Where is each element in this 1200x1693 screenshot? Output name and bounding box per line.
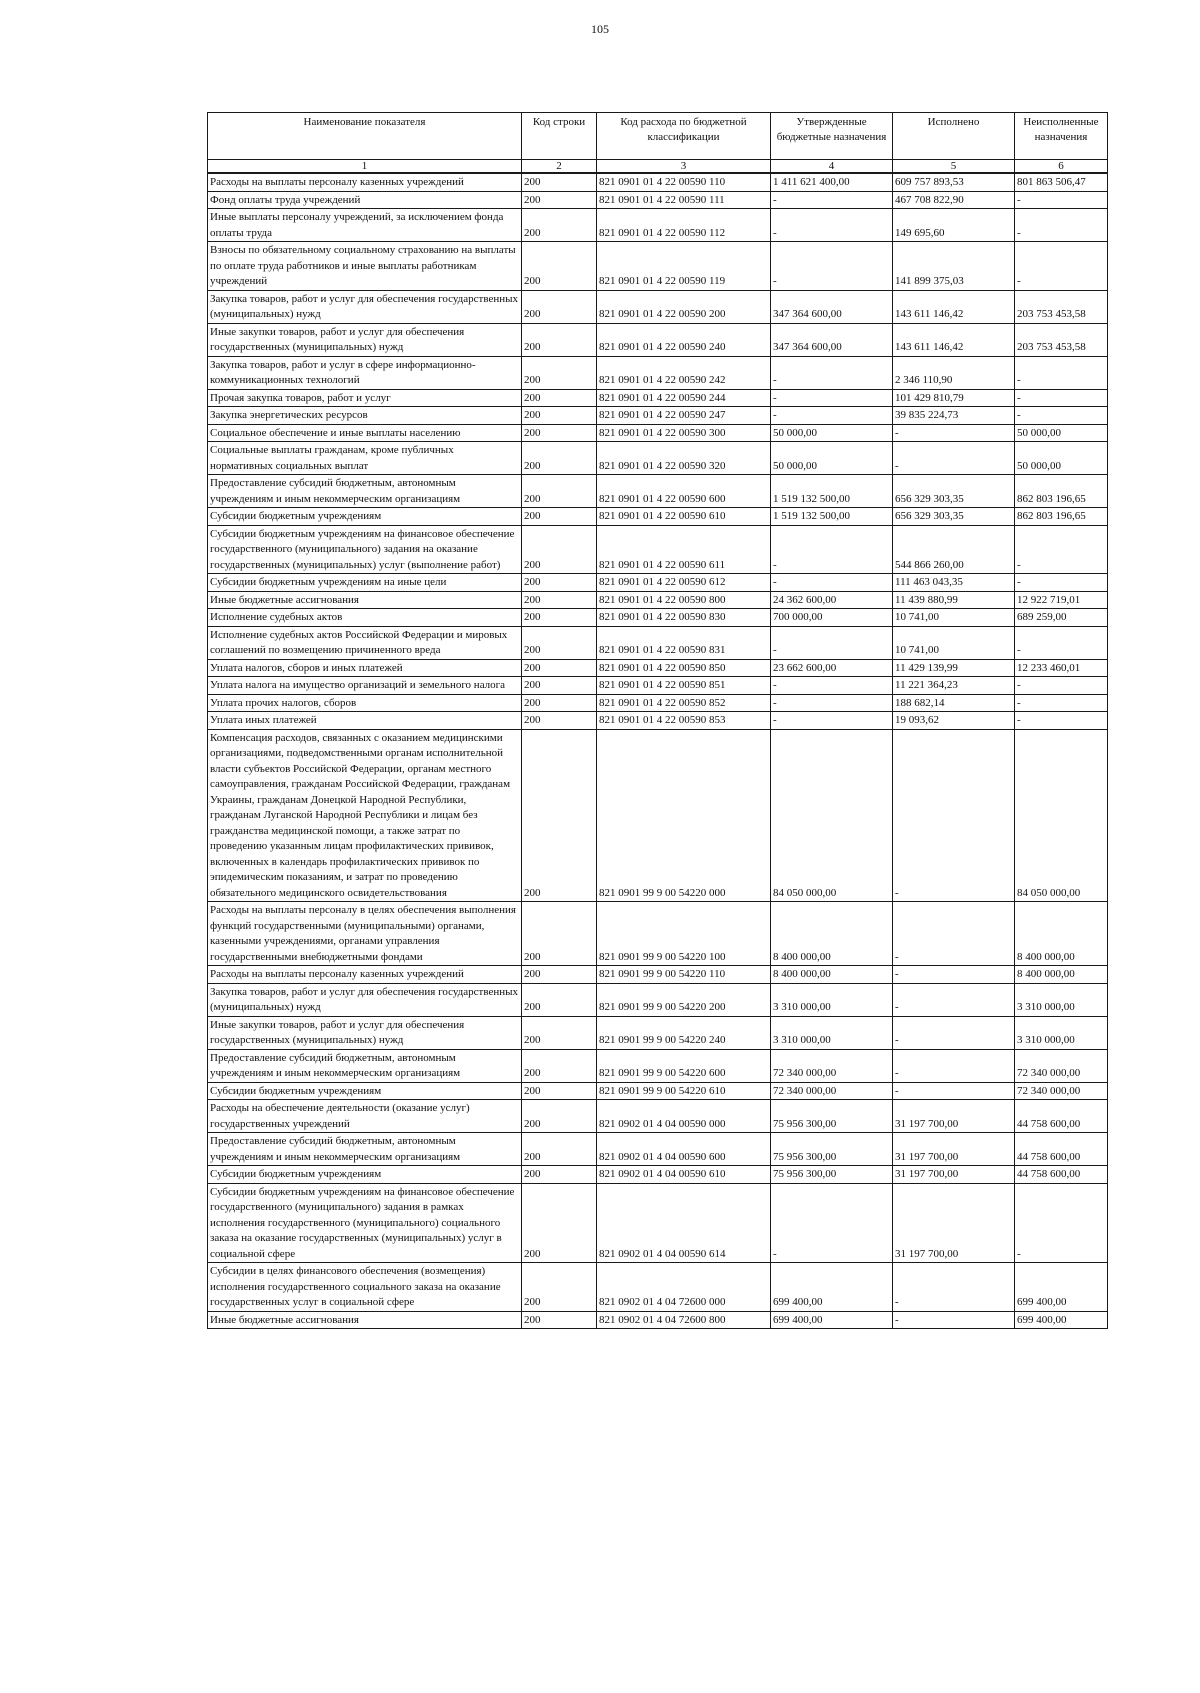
cell-budget-code: 821 0901 99 9 00 54220 110 [597, 966, 771, 984]
column-number: 1 [208, 160, 522, 174]
cell-approved-amount: 75 956 300,00 [771, 1133, 893, 1166]
cell-budget-code: 821 0901 99 9 00 54220 610 [597, 1082, 771, 1100]
table-body [208, 173, 1108, 1329]
cell-executed-amount: - [893, 902, 1015, 966]
cell-executed-amount: - [893, 442, 1015, 475]
cell-unexecuted-amount: - [1015, 677, 1108, 695]
cell-indicator-name: Иные бюджетные ассигнования [208, 591, 522, 609]
table-row [208, 1183, 1108, 1263]
cell-indicator-name: Расходы на выплаты персоналу казенных учреждений [208, 173, 522, 191]
cell-approved-amount: 1 411 621 400,00 [771, 173, 893, 191]
cell-line-code: 200 [522, 1263, 597, 1312]
cell-approved-amount: 347 364 600,00 [771, 290, 893, 323]
cell-executed-amount: - [893, 1311, 1015, 1329]
cell-unexecuted-amount: 44 758 600,00 [1015, 1100, 1108, 1133]
cell-approved-amount: - [771, 407, 893, 425]
cell-unexecuted-amount: 689 259,00 [1015, 609, 1108, 627]
cell-line-code: 200 [522, 729, 597, 902]
table-row [208, 442, 1108, 475]
cell-indicator-name: Взносы по обязательному социальному страхованию на выплаты по оплате труда работников и иные выплаты работникам учреждений [208, 242, 522, 291]
table-row [208, 712, 1108, 730]
cell-executed-amount: 467 708 822,90 [893, 191, 1015, 209]
cell-executed-amount: 609 757 893,53 [893, 173, 1015, 191]
cell-unexecuted-amount: 3 310 000,00 [1015, 1016, 1108, 1049]
cell-budget-code: 821 0901 01 4 22 00590 112 [597, 209, 771, 242]
cell-approved-amount: 75 956 300,00 [771, 1166, 893, 1184]
cell-line-code: 200 [522, 191, 597, 209]
cell-unexecuted-amount: 72 340 000,00 [1015, 1049, 1108, 1082]
column-number: 6 [1015, 160, 1108, 174]
cell-unexecuted-amount: 50 000,00 [1015, 442, 1108, 475]
table-row [208, 191, 1108, 209]
cell-budget-code: 821 0901 99 9 00 54220 000 [597, 729, 771, 902]
table-row [208, 407, 1108, 425]
cell-unexecuted-amount: 50 000,00 [1015, 424, 1108, 442]
cell-executed-amount: 11 429 139,99 [893, 659, 1015, 677]
cell-budget-code: 821 0902 01 4 04 00590 000 [597, 1100, 771, 1133]
cell-approved-amount: 1 519 132 500,00 [771, 508, 893, 526]
cell-unexecuted-amount: 862 803 196,65 [1015, 508, 1108, 526]
cell-executed-amount: 188 682,14 [893, 694, 1015, 712]
cell-approved-amount: 23 662 600,00 [771, 659, 893, 677]
cell-indicator-name: Компенсация расходов, связанных с оказанием медицинскими организациями, подведомственными органам исполнительной власти субъектов Российской Федерации, органам местного самоуправления, гражданам Российской Федерации, гражданам Украины, гражданам Донецкой Народной Республики, гражданам Луганской Народной Республики и лицам без гражданства медицинской помощи, а также затрат по проведению указанным лицам профилактических прививок, включенных в календарь профилактических прививок по эпидемическим показаниям, и затрат по проведению обязательного медицинского освидетельствования [208, 729, 522, 902]
cell-budget-code: 821 0901 01 4 22 00590 612 [597, 574, 771, 592]
cell-executed-amount: 143 611 146,42 [893, 323, 1015, 356]
cell-indicator-name: Социальные выплаты гражданам, кроме публичных нормативных социальных выплат [208, 442, 522, 475]
cell-line-code: 200 [522, 1166, 597, 1184]
cell-executed-amount: 111 463 043,35 [893, 574, 1015, 592]
cell-line-code: 200 [522, 677, 597, 695]
cell-executed-amount: 10 741,00 [893, 626, 1015, 659]
cell-unexecuted-amount: - [1015, 407, 1108, 425]
cell-executed-amount: 31 197 700,00 [893, 1183, 1015, 1263]
cell-executed-amount: 19 093,62 [893, 712, 1015, 730]
cell-unexecuted-amount: 8 400 000,00 [1015, 966, 1108, 984]
cell-budget-code: 821 0901 01 4 22 00590 850 [597, 659, 771, 677]
table-row [208, 290, 1108, 323]
cell-executed-amount: 141 899 375,03 [893, 242, 1015, 291]
table-row [208, 525, 1108, 574]
cell-indicator-name: Исполнение судебных актов Российской Федерации и мировых соглашений по возмещению причиненного вреда [208, 626, 522, 659]
cell-line-code: 200 [522, 1133, 597, 1166]
cell-executed-amount: 656 329 303,35 [893, 508, 1015, 526]
cell-indicator-name: Предоставление субсидий бюджетным, автономным учреждениям и иным некоммерческим организациям [208, 1049, 522, 1082]
cell-executed-amount: - [893, 1263, 1015, 1312]
column-number: 3 [597, 160, 771, 174]
cell-unexecuted-amount: - [1015, 209, 1108, 242]
table-row [208, 1311, 1108, 1329]
table-row [208, 173, 1108, 191]
table-row [208, 574, 1108, 592]
column-number-row [208, 160, 1108, 174]
cell-indicator-name: Субсидии бюджетным учреждениям на финансовое обеспечение государственного (муниципального) задания на оказание государственных (муниципальных) услуг (выполнение работ) [208, 525, 522, 574]
table-row [208, 626, 1108, 659]
cell-line-code: 200 [522, 508, 597, 526]
table-row [208, 1263, 1108, 1312]
cell-executed-amount: 656 329 303,35 [893, 475, 1015, 508]
cell-unexecuted-amount: 699 400,00 [1015, 1311, 1108, 1329]
cell-indicator-name: Субсидии бюджетным учреждениям [208, 1082, 522, 1100]
cell-executed-amount: - [893, 424, 1015, 442]
cell-indicator-name: Субсидии бюджетным учреждениям [208, 1166, 522, 1184]
cell-line-code: 200 [522, 609, 597, 627]
table-row [208, 389, 1108, 407]
cell-approved-amount: - [771, 626, 893, 659]
cell-line-code: 200 [522, 242, 597, 291]
cell-indicator-name: Субсидии в целях финансового обеспечения (возмещения) исполнения государственного социального заказа на оказание государственных услуг в социальной сфере [208, 1263, 522, 1312]
cell-unexecuted-amount: 862 803 196,65 [1015, 475, 1108, 508]
cell-budget-code: 821 0901 99 9 00 54220 200 [597, 983, 771, 1016]
cell-line-code: 200 [522, 475, 597, 508]
header-row [208, 113, 1108, 160]
cell-indicator-name: Предоставление субсидий бюджетным, автономным учреждениям и иным некоммерческим организациям [208, 1133, 522, 1166]
cell-line-code: 200 [522, 290, 597, 323]
table-row [208, 475, 1108, 508]
cell-budget-code: 821 0901 01 4 22 00590 853 [597, 712, 771, 730]
cell-line-code: 200 [522, 712, 597, 730]
cell-approved-amount: 347 364 600,00 [771, 323, 893, 356]
table-row [208, 902, 1108, 966]
cell-indicator-name: Прочая закупка товаров, работ и услуг [208, 389, 522, 407]
cell-indicator-name: Закупка товаров, работ и услуг для обеспечения государственных (муниципальных) нужд [208, 290, 522, 323]
cell-unexecuted-amount: 44 758 600,00 [1015, 1133, 1108, 1166]
cell-approved-amount: 72 340 000,00 [771, 1082, 893, 1100]
cell-approved-amount: - [771, 574, 893, 592]
cell-indicator-name: Закупка энергетических ресурсов [208, 407, 522, 425]
cell-unexecuted-amount: - [1015, 1183, 1108, 1263]
cell-indicator-name: Уплата налогов, сборов и иных платежей [208, 659, 522, 677]
cell-approved-amount: - [771, 694, 893, 712]
cell-budget-code: 821 0901 01 4 22 00590 111 [597, 191, 771, 209]
cell-executed-amount: 11 439 880,99 [893, 591, 1015, 609]
cell-unexecuted-amount: - [1015, 356, 1108, 389]
cell-budget-code: 821 0901 99 9 00 54220 240 [597, 1016, 771, 1049]
cell-approved-amount: 699 400,00 [771, 1311, 893, 1329]
header-executed: Исполнено [893, 113, 1015, 160]
table-row [208, 356, 1108, 389]
cell-line-code: 200 [522, 209, 597, 242]
cell-approved-amount: 8 400 000,00 [771, 902, 893, 966]
cell-indicator-name: Иные закупки товаров, работ и услуг для обеспечения государственных (муниципальных) нужд [208, 323, 522, 356]
cell-line-code: 200 [522, 983, 597, 1016]
cell-budget-code: 821 0901 01 4 22 00590 611 [597, 525, 771, 574]
cell-unexecuted-amount: 84 050 000,00 [1015, 729, 1108, 902]
cell-indicator-name: Расходы на обеспечение деятельности (оказание услуг) государственных учреждений [208, 1100, 522, 1133]
cell-unexecuted-amount: 72 340 000,00 [1015, 1082, 1108, 1100]
cell-executed-amount: 11 221 364,23 [893, 677, 1015, 695]
cell-budget-code: 821 0901 01 4 22 00590 300 [597, 424, 771, 442]
table-row [208, 1082, 1108, 1100]
cell-unexecuted-amount: 12 922 719,01 [1015, 591, 1108, 609]
table-row [208, 677, 1108, 695]
header-budget-classification-code: Код расхода по бюджетной классификации [597, 113, 771, 160]
cell-approved-amount: 3 310 000,00 [771, 1016, 893, 1049]
header-unexecuted-assignments: Неисполненные назначения [1015, 113, 1108, 160]
cell-executed-amount: 143 611 146,42 [893, 290, 1015, 323]
page-number: 105 [591, 22, 609, 36]
cell-approved-amount: - [771, 242, 893, 291]
column-number: 2 [522, 160, 597, 174]
cell-line-code: 200 [522, 323, 597, 356]
cell-executed-amount: 101 429 810,79 [893, 389, 1015, 407]
cell-unexecuted-amount: 699 400,00 [1015, 1263, 1108, 1312]
table-row [208, 1133, 1108, 1166]
cell-indicator-name: Закупка товаров, работ и услуг в сфере информационно-коммуникационных технологий [208, 356, 522, 389]
cell-budget-code: 821 0902 01 4 04 72600 800 [597, 1311, 771, 1329]
table-row [208, 694, 1108, 712]
cell-unexecuted-amount: - [1015, 694, 1108, 712]
cell-executed-amount: 544 866 260,00 [893, 525, 1015, 574]
cell-line-code: 200 [522, 966, 597, 984]
table-row [208, 1166, 1108, 1184]
table-row [208, 609, 1108, 627]
cell-unexecuted-amount: - [1015, 574, 1108, 592]
cell-executed-amount: 31 197 700,00 [893, 1166, 1015, 1184]
cell-approved-amount: 8 400 000,00 [771, 966, 893, 984]
table-row [208, 209, 1108, 242]
cell-approved-amount: 700 000,00 [771, 609, 893, 627]
cell-unexecuted-amount: 203 753 453,58 [1015, 290, 1108, 323]
cell-executed-amount: 2 346 110,90 [893, 356, 1015, 389]
cell-unexecuted-amount: - [1015, 242, 1108, 291]
cell-line-code: 200 [522, 1100, 597, 1133]
cell-executed-amount: - [893, 1016, 1015, 1049]
table-row [208, 1016, 1108, 1049]
cell-unexecuted-amount: 44 758 600,00 [1015, 1166, 1108, 1184]
table-row [208, 591, 1108, 609]
cell-unexecuted-amount: 12 233 460,01 [1015, 659, 1108, 677]
cell-unexecuted-amount: 801 863 506,47 [1015, 173, 1108, 191]
table-row [208, 323, 1108, 356]
cell-executed-amount: - [893, 1082, 1015, 1100]
header-line-code: Код строки [522, 113, 597, 160]
cell-budget-code: 821 0901 01 4 22 00590 831 [597, 626, 771, 659]
cell-approved-amount: 3 310 000,00 [771, 983, 893, 1016]
cell-indicator-name: Уплата иных платежей [208, 712, 522, 730]
cell-line-code: 200 [522, 1311, 597, 1329]
cell-approved-amount: 72 340 000,00 [771, 1049, 893, 1082]
cell-approved-amount: 1 519 132 500,00 [771, 475, 893, 508]
cell-budget-code: 821 0901 01 4 22 00590 247 [597, 407, 771, 425]
cell-indicator-name: Уплата налога на имущество организаций и земельного налога [208, 677, 522, 695]
column-number: 5 [893, 160, 1015, 174]
cell-executed-amount: 31 197 700,00 [893, 1133, 1015, 1166]
cell-budget-code: 821 0902 01 4 04 00590 614 [597, 1183, 771, 1263]
cell-executed-amount: - [893, 983, 1015, 1016]
cell-budget-code: 821 0902 01 4 04 72600 000 [597, 1263, 771, 1312]
cell-budget-code: 821 0902 01 4 04 00590 600 [597, 1133, 771, 1166]
cell-budget-code: 821 0901 01 4 22 00590 119 [597, 242, 771, 291]
budget-execution-table [207, 112, 1108, 1329]
cell-approved-amount: - [771, 677, 893, 695]
cell-indicator-name: Расходы на выплаты персоналу казенных учреждений [208, 966, 522, 984]
table-row [208, 966, 1108, 984]
cell-indicator-name: Иные выплаты персоналу учреждений, за исключением фонда оплаты труда [208, 209, 522, 242]
cell-executed-amount: 31 197 700,00 [893, 1100, 1015, 1133]
cell-budget-code: 821 0901 99 9 00 54220 600 [597, 1049, 771, 1082]
cell-indicator-name: Предоставление субсидий бюджетным, автономным учреждениям и иным некоммерческим организациям [208, 475, 522, 508]
cell-approved-amount: 50 000,00 [771, 424, 893, 442]
cell-executed-amount: - [893, 729, 1015, 902]
cell-line-code: 200 [522, 525, 597, 574]
cell-line-code: 200 [522, 356, 597, 389]
cell-approved-amount: 699 400,00 [771, 1263, 893, 1312]
cell-indicator-name: Расходы на выплаты персоналу в целях обеспечения выполнения функций государственными (муниципальными) органами, казенными учреждениями, органами управления государственными внебюджетными фондами [208, 902, 522, 966]
cell-line-code: 200 [522, 442, 597, 475]
cell-approved-amount: - [771, 209, 893, 242]
cell-line-code: 200 [522, 173, 597, 191]
cell-approved-amount: 50 000,00 [771, 442, 893, 475]
cell-approved-amount: - [771, 712, 893, 730]
cell-approved-amount: 24 362 600,00 [771, 591, 893, 609]
cell-budget-code: 821 0901 01 4 22 00590 244 [597, 389, 771, 407]
table-row [208, 1100, 1108, 1133]
cell-line-code: 200 [522, 424, 597, 442]
cell-unexecuted-amount: - [1015, 626, 1108, 659]
cell-approved-amount: - [771, 1183, 893, 1263]
cell-budget-code: 821 0901 01 4 22 00590 851 [597, 677, 771, 695]
cell-indicator-name: Иные закупки товаров, работ и услуг для обеспечения государственных (муниципальных) нужд [208, 1016, 522, 1049]
cell-budget-code: 821 0901 01 4 22 00590 610 [597, 508, 771, 526]
cell-approved-amount: - [771, 525, 893, 574]
cell-executed-amount: 10 741,00 [893, 609, 1015, 627]
cell-executed-amount: 149 695,60 [893, 209, 1015, 242]
cell-unexecuted-amount: 203 753 453,58 [1015, 323, 1108, 356]
cell-executed-amount: - [893, 1049, 1015, 1082]
header-approved-assignments: Утвержденные бюджетные назначения [771, 113, 893, 160]
cell-indicator-name: Субсидии бюджетным учреждениям на финансовое обеспечение государственного (муниципального) задания в рамках исполнения государственного (муниципального) социального заказа на оказание государственных (муниципальных) услуг в социальной сфере [208, 1183, 522, 1263]
cell-budget-code: 821 0901 99 9 00 54220 100 [597, 902, 771, 966]
cell-line-code: 200 [522, 1016, 597, 1049]
cell-executed-amount: - [893, 966, 1015, 984]
table-row [208, 983, 1108, 1016]
cell-budget-code: 821 0901 01 4 22 00590 800 [597, 591, 771, 609]
table-row [208, 1049, 1108, 1082]
cell-budget-code: 821 0901 01 4 22 00590 600 [597, 475, 771, 508]
cell-budget-code: 821 0901 01 4 22 00590 320 [597, 442, 771, 475]
cell-unexecuted-amount: 3 310 000,00 [1015, 983, 1108, 1016]
table-row [208, 729, 1108, 902]
cell-indicator-name: Фонд оплаты труда учреждений [208, 191, 522, 209]
cell-line-code: 200 [522, 407, 597, 425]
cell-line-code: 200 [522, 694, 597, 712]
cell-unexecuted-amount: 8 400 000,00 [1015, 902, 1108, 966]
cell-approved-amount: 75 956 300,00 [771, 1100, 893, 1133]
cell-line-code: 200 [522, 1049, 597, 1082]
cell-budget-code: 821 0901 01 4 22 00590 110 [597, 173, 771, 191]
cell-approved-amount: - [771, 191, 893, 209]
cell-unexecuted-amount: - [1015, 712, 1108, 730]
cell-unexecuted-amount: - [1015, 525, 1108, 574]
cell-indicator-name: Иные бюджетные ассигнования [208, 1311, 522, 1329]
cell-line-code: 200 [522, 1082, 597, 1100]
cell-line-code: 200 [522, 1183, 597, 1263]
table-row [208, 242, 1108, 291]
table-header [208, 113, 1108, 174]
cell-budget-code: 821 0901 01 4 22 00590 240 [597, 323, 771, 356]
column-number: 4 [771, 160, 893, 174]
cell-approved-amount: - [771, 356, 893, 389]
cell-indicator-name: Закупка товаров, работ и услуг для обеспечения государственных (муниципальных) нужд [208, 983, 522, 1016]
cell-indicator-name: Уплата прочих налогов, сборов [208, 694, 522, 712]
cell-line-code: 200 [522, 659, 597, 677]
cell-line-code: 200 [522, 626, 597, 659]
cell-indicator-name: Субсидии бюджетным учреждениям [208, 508, 522, 526]
cell-approved-amount: 84 050 000,00 [771, 729, 893, 902]
table-row [208, 424, 1108, 442]
table-row [208, 659, 1108, 677]
cell-approved-amount: - [771, 389, 893, 407]
cell-line-code: 200 [522, 389, 597, 407]
cell-indicator-name: Субсидии бюджетным учреждениям на иные цели [208, 574, 522, 592]
cell-budget-code: 821 0901 01 4 22 00590 242 [597, 356, 771, 389]
cell-unexecuted-amount: - [1015, 191, 1108, 209]
cell-budget-code: 821 0901 01 4 22 00590 852 [597, 694, 771, 712]
cell-line-code: 200 [522, 902, 597, 966]
cell-budget-code: 821 0902 01 4 04 00590 610 [597, 1166, 771, 1184]
cell-line-code: 200 [522, 591, 597, 609]
cell-unexecuted-amount: - [1015, 389, 1108, 407]
cell-budget-code: 821 0901 01 4 22 00590 830 [597, 609, 771, 627]
cell-line-code: 200 [522, 574, 597, 592]
cell-indicator-name: Исполнение судебных актов [208, 609, 522, 627]
table-row [208, 508, 1108, 526]
cell-budget-code: 821 0901 01 4 22 00590 200 [597, 290, 771, 323]
cell-executed-amount: 39 835 224,73 [893, 407, 1015, 425]
header-indicator-name: Наименование показателя [208, 113, 522, 160]
cell-indicator-name: Социальное обеспечение и иные выплаты населению [208, 424, 522, 442]
